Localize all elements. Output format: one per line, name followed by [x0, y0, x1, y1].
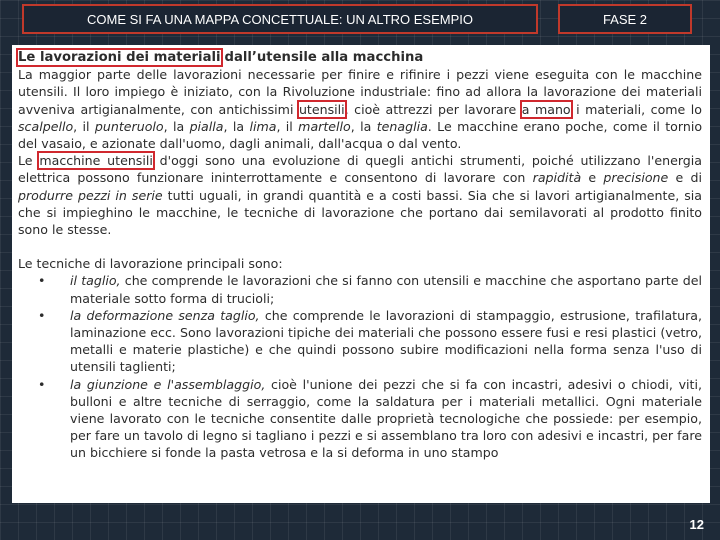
list-item: • la giunzione e l'assemblaggio, cioè l'unione dei pezzi che si fa con incastri, adesivi o chiodi, viti, bulloni e altre tecniche di serraggio, come la saldatura per i materiali metallici. Ogni materiale viene lavorato con le tecniche consentite dalle proprietà tecnologiche che possiede: per esempio, per fare un tavolo di legno si tagliano i pezzi e si assemblano tra loro con adesivi e incastri, per fare un bicchiere si fonde la pasta vetrosa e la si deforma in uno stampo — [38, 376, 702, 461]
document-excerpt — [12, 45, 710, 503]
techniques-intro: Le tecniche di lavorazione principali sono: — [18, 256, 283, 272]
techniques-list — [18, 272, 702, 461]
bullet-icon: • — [38, 273, 46, 289]
page-number: 12 — [689, 517, 704, 532]
section-subtitle: dall’utensile alla macchina — [224, 50, 424, 65]
paragraph-1: La maggior parte delle lavorazioni necessarie per finire e rifinire i pezzi viene eseguita con le macchine utensili. Il loro impiego è iniziato, con la Rivoluzione industriale: fino ad allora la lavorazione dei materiali avveniva artigianalmente, con antichissimi utensili, cioè attrezzi per lavorare a mano i materiali, come lo scalpello, il punteruolo, la pialla, la lima, il martello, la tenaglia. Le macchine erano poche, come il tornio del vasaio, e azionate dall'uomo, dagli animali, dall'acqua o dal vento. — [18, 67, 703, 152]
phase-box — [558, 4, 692, 34]
slide-title-box — [22, 4, 538, 34]
highlight-box-utensili: utensili — [298, 101, 345, 117]
section-title — [18, 49, 702, 66]
paragraph-2: Le macchine utensili d'oggi sono una evoluzione di quegli antichi strumenti, poiché utilizzano l'energia elettrica possono funzionare ininterrottamente e consentono di lavorare con rapidità e precisione e di produrre pezzi in serie tutti uguali, in grandi quantità e a costi bassi. Sia che si lavori artigianalmente, sia che si impieghino le macchine, le tecniche di lavorazione che portano dai semilavorati al prodotto finito sono le stesse. — [18, 153, 702, 238]
list-item: • la deformazione senza taglio, che comprende le lavorazioni di stampaggio, estrusione, trafilatura, laminazione ecc. Sono lavorazioni tipiche dei materiali che possono essere fusi e resi plastici (vetro, metalli e materie plastiche) e che quindi possono subire modificazioni nella forma senza l'uso di utensili taglienti; — [38, 307, 702, 375]
highlight-box-a-mano: a mano — [521, 101, 571, 117]
phase-label: FASE 2 — [602, 11, 648, 27]
highlight-box-macchine-utensili: macchine utensili — [39, 153, 153, 169]
paragraph-gap — [18, 238, 702, 255]
list-item: • il taglio, che comprende le lavorazioni che si fanno con utensili e macchine che asportano parte del materiale sotto forma di trucioli; — [38, 273, 702, 306]
highlight-box-title: Le lavorazioni dei materiali — [18, 50, 221, 65]
bullet-icon: • — [38, 376, 46, 392]
slide-title: COME SI FA UNA MAPPA CONCETTUALE: UN ALTRO ESEMPIO — [87, 11, 473, 27]
bullet-icon: • — [38, 307, 46, 323]
